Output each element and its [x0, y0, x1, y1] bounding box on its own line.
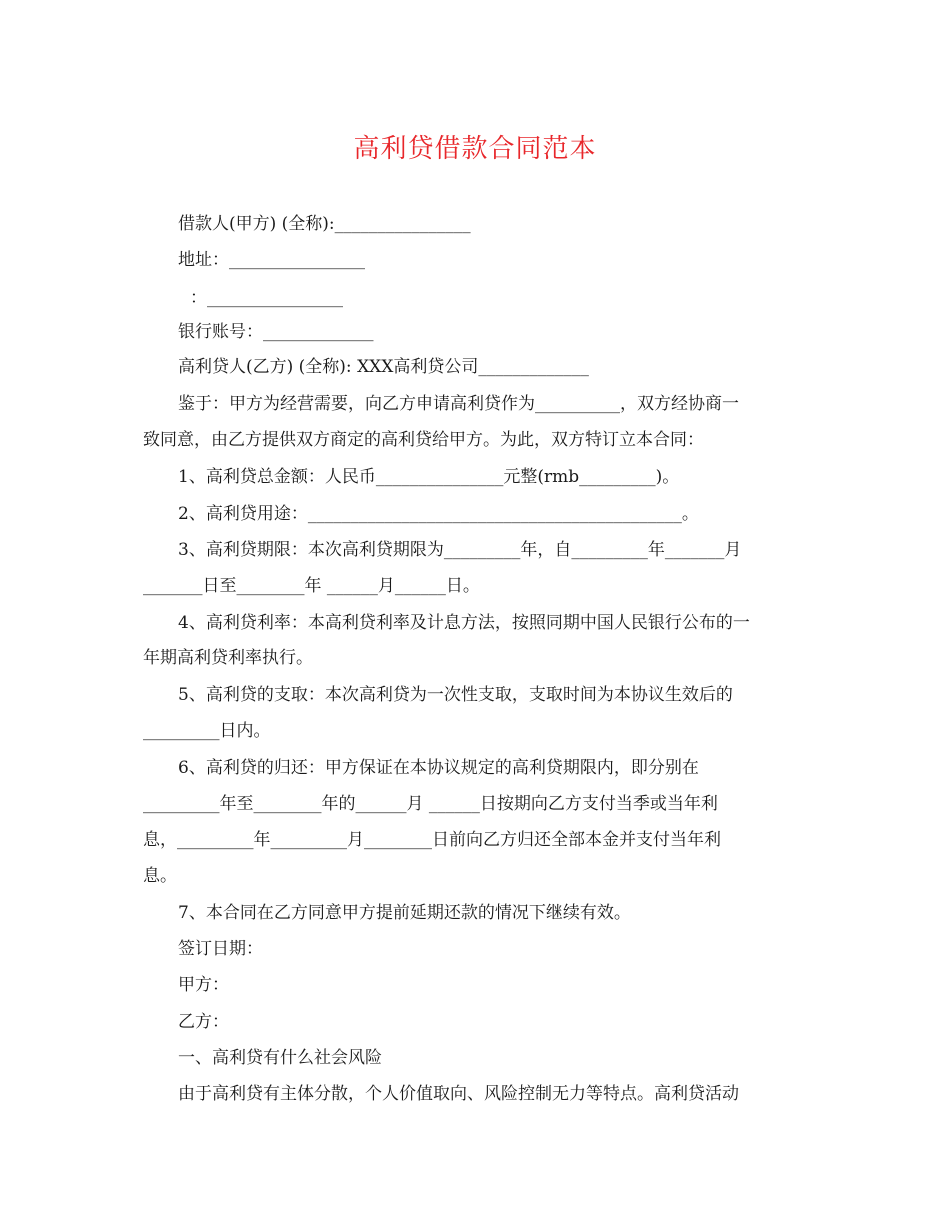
lender-line: 高利贷人(乙方) (全称): XXX高利贷公司_____________	[178, 357, 589, 377]
clause-3-line-1: 3、高利贷期限：本次高利贷期限为_________年，自_________年_______月	[178, 540, 742, 560]
risk-paragraph-line-1: 由于高利贷有主体分散，个人价值取向、风险控制无力等特点。高利贷活动	[178, 1084, 739, 1104]
clause-1: 1、高利贷总金额：人民币_______________元整(rmb_________)。	[178, 467, 680, 487]
bank-account-line: 银行账号：_____________	[178, 322, 374, 342]
clause-6-line-3: 息，_________年_________月________日前向乙方归还全部本金并支付当年利	[143, 830, 721, 850]
document-title: 高利贷借款合同范本	[353, 134, 597, 164]
section-heading-risk: 一、高利贷有什么社会风险	[178, 1048, 382, 1068]
clause-6-line-2: _________年至________年的______月 ______日按期向乙方支付当季或当年利	[143, 794, 718, 814]
preamble-line-1: 鉴于：甲方为经营需要，向乙方申请高利贷作为__________，双方经协商一	[178, 394, 739, 414]
party-a-label: 甲方：	[178, 975, 229, 995]
clause-2: 2、高利贷用途：____________________________________________。	[178, 504, 699, 524]
clause-6-line-4: 息。	[143, 866, 177, 886]
clause-7: 7、本合同在乙方同意甲方提前延期还款的情况下继续有效。	[178, 903, 631, 923]
clause-3-line-2: _______日至________年 ______月______日。	[143, 576, 480, 596]
clause-5-line-2: _________日内。	[143, 721, 271, 741]
clause-5-line-1: 5、高利贷的支取：本次高利贷为一次性支取，支取时间为本协议生效后的	[178, 685, 733, 705]
party-b-label: 乙方：	[178, 1012, 229, 1032]
preamble-line-2: 致同意，由乙方提供双方商定的高利贷给甲方。为此，双方特订立本合同：	[143, 430, 704, 450]
clause-6-line-1: 6、高利贷的归还：甲方保证在本协议规定的高利贷期限内，即分别在	[178, 758, 699, 778]
clause-4-line-1: 4、高利贷利率：本高利贷利率及计息方法，按照同期中国人民银行公布的一	[178, 613, 750, 633]
signing-date-label: 签订日期：	[178, 939, 263, 959]
borrower-line: 借款人(甲方) (全称):________________	[178, 214, 471, 234]
address-line: 地址：________________	[178, 250, 365, 270]
blank-label-line: ：________________	[190, 288, 343, 308]
clause-4-line-2: 年期高利贷利率执行。	[143, 648, 313, 668]
